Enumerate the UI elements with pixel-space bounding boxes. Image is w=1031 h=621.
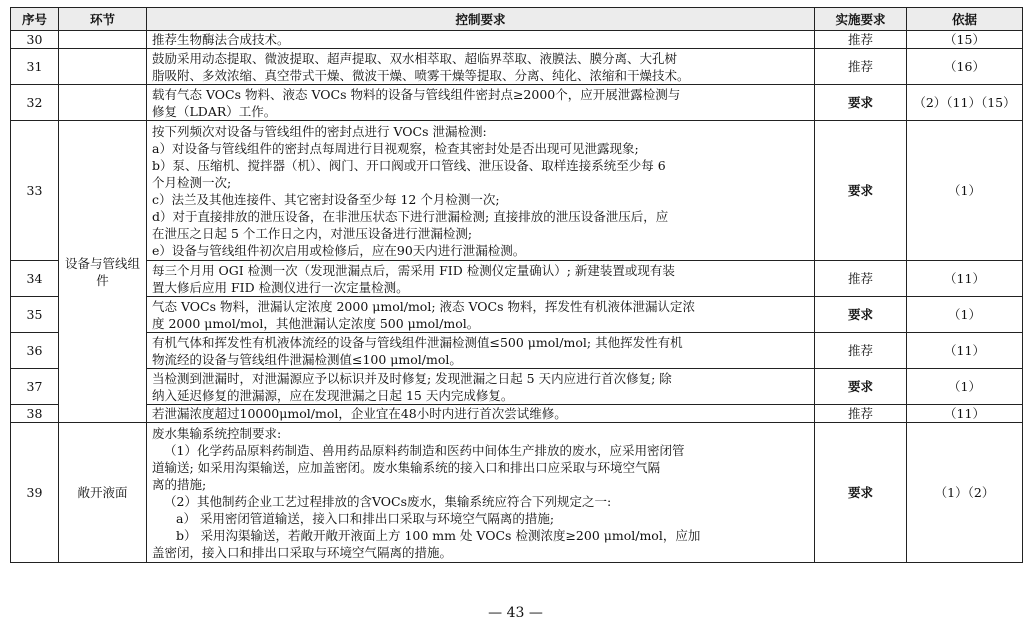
stage-open-liquid: 敞开液面 bbox=[59, 423, 147, 563]
requirement-line: 在泄压之日起 5 个工作日之内，对泄压设备进行泄漏检测; bbox=[152, 225, 473, 241]
requirement-cell bbox=[147, 405, 815, 423]
requirement-line: b）泵、压缩机、搅拌器（机）、阀门、开口阀或开口管线、泄压设备、取样连接系统至少每 6 bbox=[152, 157, 666, 173]
header-requirement: 控制要求 bbox=[147, 8, 815, 31]
table-row bbox=[11, 369, 1023, 405]
requirement-cell bbox=[147, 333, 815, 369]
requirement-line: 推荐生物酶法合成技术。 bbox=[152, 32, 290, 47]
requirement-line: 盖密闭，接入口和排出口采取与环境空气隔离的措施。 bbox=[152, 544, 453, 560]
requirement-line: 载有气态 VOCs 物料、液态 VOCs 物料的设备与管线组件密封点≥2000个，应开展泄露检测与 bbox=[152, 86, 681, 102]
level-cell: 要求 bbox=[815, 85, 907, 121]
header-stage: 环节 bbox=[59, 8, 147, 31]
basis-cell: （1）（2） bbox=[907, 423, 1023, 563]
table-row bbox=[11, 85, 1023, 121]
level-cell: 要求 bbox=[815, 121, 907, 261]
requirement-line: （2）其他制药企业工艺过程排放的含VOCs废水，集输系统应符合下列规定之一: bbox=[164, 493, 612, 509]
requirement-line: 度 2000 μmol/mol，其他泄漏认定浓度 500 μmol/mol。 bbox=[152, 315, 480, 331]
page-number: — 43 — bbox=[488, 605, 543, 621]
requirement-line: b） 采用沟渠输送，若敞开敞开液面上方 100 mm 处 VOCs 检测浓度≥200 μmol/mol，应加 bbox=[176, 527, 701, 543]
header-no: 序号 bbox=[11, 8, 59, 31]
level-cell: 推荐 bbox=[815, 405, 907, 423]
requirement-line: 每三个月用 OGI 检测一次（发现泄漏点后，需采用 FID 检测仪定量确认）; 新建装置或现有装 bbox=[152, 262, 675, 278]
basis-cell: （15） bbox=[907, 31, 1023, 49]
table-header-row bbox=[11, 8, 1023, 31]
row-no: 36 bbox=[11, 333, 59, 369]
row-no: 34 bbox=[11, 261, 59, 297]
requirement-line: a）对设备与管线组件的密封点每周进行目视观察，检查其密封处是否出现可见泄露现象; bbox=[152, 140, 639, 156]
requirement-line: 若泄漏浓度超过10000μmol/mol，企业宜在48小时内进行首次尝试维修。 bbox=[152, 406, 567, 421]
header-level: 实施要求 bbox=[815, 8, 907, 31]
level-cell: 要求 bbox=[815, 297, 907, 333]
requirement-line: 纳入延迟修复的泄漏源，应在发现泄漏之日起 15 天内完成修复。 bbox=[152, 387, 514, 403]
table-row bbox=[11, 405, 1023, 423]
basis-cell: （11） bbox=[907, 261, 1023, 297]
stage-cell-empty bbox=[59, 49, 147, 85]
stage-cell-empty bbox=[59, 31, 147, 49]
row-no: 38 bbox=[11, 405, 59, 423]
basis-cell: （2）（11）（15） bbox=[907, 85, 1023, 121]
requirement-line: 气态 VOCs 物料，泄漏认定浓度 2000 μmol/mol; 液态 VOCs 物料，挥发性有机液体泄漏认定浓 bbox=[152, 298, 695, 314]
row-no: 32 bbox=[11, 85, 59, 121]
table-row bbox=[11, 49, 1023, 85]
row-no: 37 bbox=[11, 369, 59, 405]
requirement-line: e）设备与管线组件初次启用或检修后，应在90天内进行泄漏检测。 bbox=[152, 242, 526, 258]
requirement-line: 脂吸附、多效浓缩、真空带式干燥、微波干燥、喷雾干燥等提取、分离、纯化、浓缩和干燥技术。 bbox=[152, 67, 690, 83]
stage-equipment: 设备与管线组件 bbox=[59, 121, 147, 423]
table-row bbox=[11, 261, 1023, 297]
requirement-line: 废水集输系统控制要求: bbox=[152, 425, 282, 441]
requirement-line: 修复（LDAR）工作。 bbox=[152, 103, 277, 119]
table-row bbox=[11, 423, 1023, 563]
requirement-cell bbox=[147, 85, 815, 121]
table-row bbox=[11, 297, 1023, 333]
table-row bbox=[11, 121, 1023, 261]
requirement-line: 个月检测一次; bbox=[152, 174, 232, 190]
row-no: 35 bbox=[11, 297, 59, 333]
requirement-line: d）对于直接排放的泄压设备，在非泄压状态下进行泄漏检测; 直接排放的泄压设备泄压后，应 bbox=[152, 208, 669, 224]
basis-cell: （11） bbox=[907, 405, 1023, 423]
basis-cell: （1） bbox=[907, 121, 1023, 261]
basis-cell: （16） bbox=[907, 49, 1023, 85]
row-no: 39 bbox=[11, 423, 59, 563]
requirement-cell bbox=[147, 121, 815, 261]
requirement-cell bbox=[147, 49, 815, 85]
requirement-line: 物流经的设备与管线组件泄漏检测值≤100 μmol/mol。 bbox=[152, 351, 462, 367]
stage-cell-empty bbox=[59, 85, 147, 121]
requirement-line: 当检测到泄漏时，对泄漏源应予以标识并及时修复; 发现泄漏之日起 5 天内应进行首次修复; 除 bbox=[152, 370, 672, 386]
header-basis: 依据 bbox=[907, 8, 1023, 31]
requirement-cell bbox=[147, 261, 815, 297]
table-row bbox=[11, 333, 1023, 369]
basis-cell: （11） bbox=[907, 333, 1023, 369]
control-requirements-table bbox=[10, 7, 1023, 563]
table-row bbox=[11, 31, 1023, 49]
requirement-line: a） 采用密闭管道输送，接入口和排出口采取与环境空气隔离的措施; bbox=[176, 510, 555, 526]
level-cell: 推荐 bbox=[815, 333, 907, 369]
level-cell: 推荐 bbox=[815, 49, 907, 85]
row-no: 31 bbox=[11, 49, 59, 85]
basis-cell: （1） bbox=[907, 297, 1023, 333]
basis-cell: （1） bbox=[907, 369, 1023, 405]
requirement-cell bbox=[147, 31, 815, 49]
requirement-line: （1）化学药品原料药制造、兽用药品原料药制造和医药中间体生产排放的废水，应采用密闭管 bbox=[164, 442, 685, 458]
requirement-line: 置大修后应用 FID 检测仪进行一次定量检测。 bbox=[152, 279, 409, 295]
level-cell: 推荐 bbox=[815, 261, 907, 297]
level-cell: 要求 bbox=[815, 423, 907, 563]
level-cell: 推荐 bbox=[815, 31, 907, 49]
requirement-line: c）法兰及其他连接件、其它密封设备至少每 12 个月检测一次; bbox=[152, 191, 500, 207]
requirement-line: 有机气体和挥发性有机液体流经的设备与管线组件泄漏检测值≤500 μmol/mol; 其他挥发性有机 bbox=[152, 334, 683, 350]
row-no: 30 bbox=[11, 31, 59, 49]
requirement-cell bbox=[147, 423, 815, 563]
requirement-line: 鼓励采用动态提取、微波提取、超声提取、双水相萃取、超临界萃取、液膜法、膜分离、大孔树 bbox=[152, 50, 678, 66]
row-no: 33 bbox=[11, 121, 59, 261]
requirement-line: 离的措施; bbox=[152, 476, 207, 492]
requirement-line: 按下列频次对设备与管线组件的密封点进行 VOCs 泄漏检测: bbox=[152, 123, 487, 139]
requirement-line: 道输送; 如采用沟渠输送，应加盖密闭。废水集输系统的接入口和排出口应采取与环境空气隔 bbox=[152, 459, 661, 475]
requirement-cell bbox=[147, 297, 815, 333]
level-cell: 要求 bbox=[815, 369, 907, 405]
requirement-cell bbox=[147, 369, 815, 405]
